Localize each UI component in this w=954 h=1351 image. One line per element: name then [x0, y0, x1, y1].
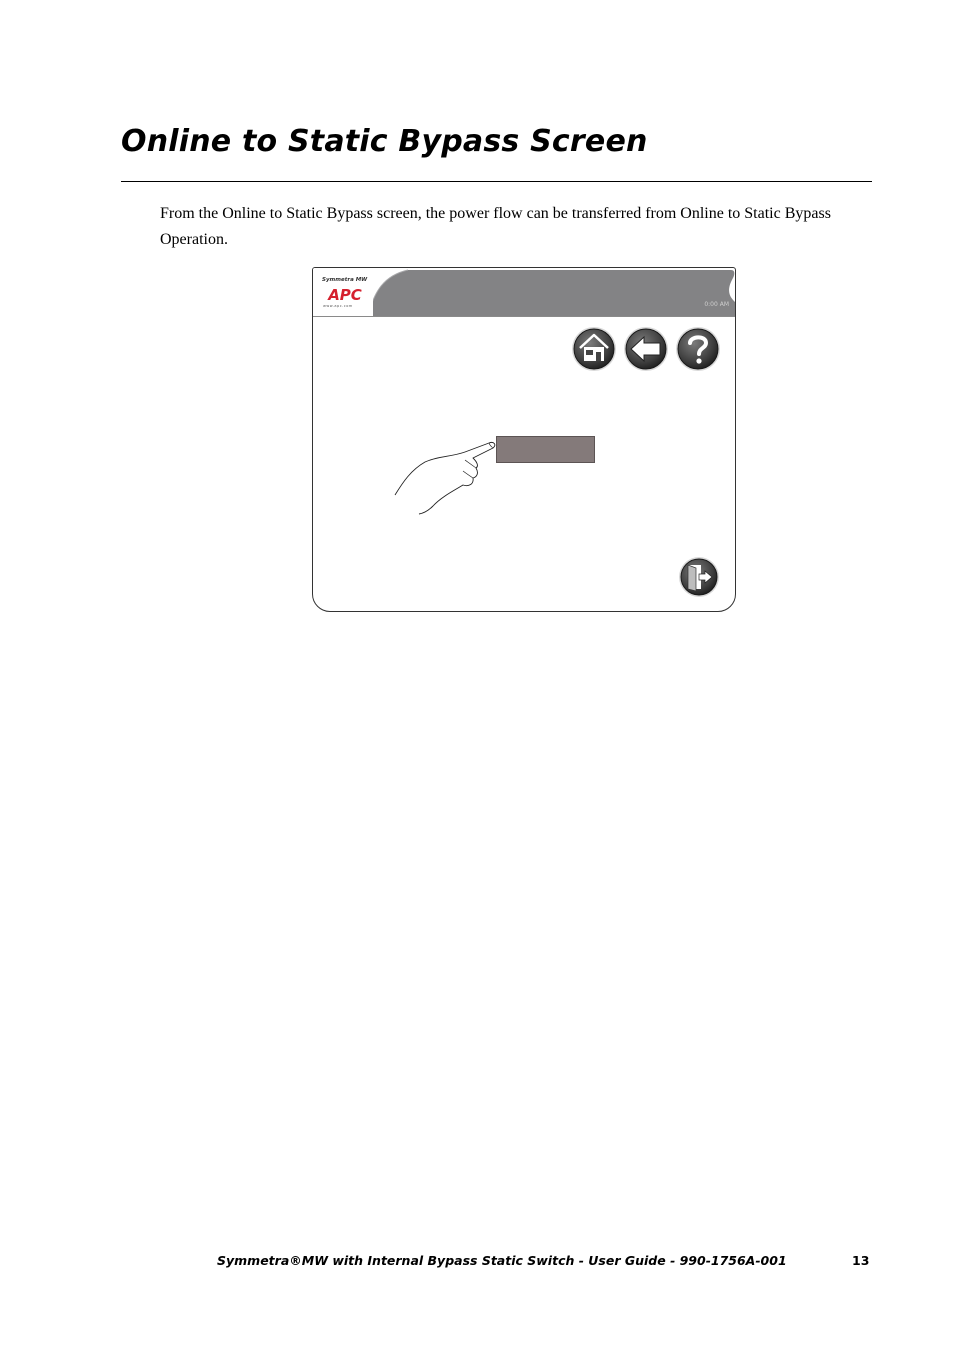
- page-title: Online to Static Bypass Screen: [121, 124, 648, 159]
- exit-button[interactable]: [678, 556, 720, 598]
- clock: 0:00 AM: [704, 301, 729, 308]
- brand-url: www.apc.com: [323, 304, 353, 308]
- pointing-hand-icon: [393, 440, 503, 520]
- title-divider: [121, 181, 872, 182]
- help-button[interactable]: [675, 326, 721, 372]
- footer-text: Symmetra®MW with Internal Bypass Static Switch - User Guide - 990-1756A-001: [217, 1253, 787, 1268]
- brand-name: Symmetra MW: [322, 277, 368, 283]
- screen-header: [313, 268, 735, 316]
- transfer-to-static-bypass-button[interactable]: [496, 436, 595, 463]
- header-divider: [313, 316, 735, 317]
- page-number: 13: [852, 1253, 870, 1268]
- apc-logo: [323, 286, 367, 303]
- home-button[interactable]: [571, 326, 617, 372]
- back-button[interactable]: [623, 326, 669, 372]
- logo-area: [313, 268, 373, 316]
- logo-text: APC: [328, 286, 362, 303]
- device-screen-figure: [312, 267, 736, 612]
- intro-paragraph: From the Online to Static Bypass screen, the power flow can be transferred from Online to Static Bypass Operation.: [160, 205, 831, 248]
- header-bar: [313, 268, 735, 316]
